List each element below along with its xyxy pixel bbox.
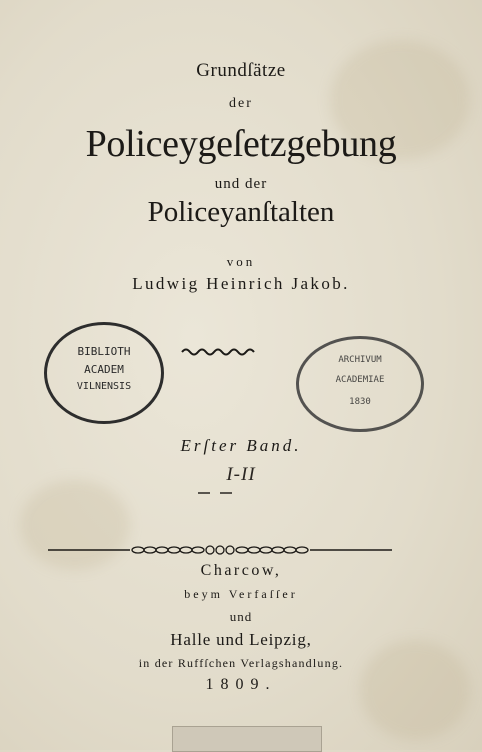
title-line-der: der bbox=[229, 96, 253, 111]
title-subtitle: Policeyanſtalten bbox=[147, 196, 335, 228]
volume-label: Erſter Band. bbox=[180, 436, 302, 455]
handwritten-volume-note: I-II bbox=[226, 464, 256, 485]
stamp-left-line2: ACADEM bbox=[84, 363, 124, 376]
title-line-und-der: und der bbox=[214, 176, 268, 192]
paper-stain bbox=[20, 480, 130, 570]
title-main: Policeygeſetzgebung bbox=[85, 123, 397, 165]
imprint-publisher-house: in der Ruffſchen Verlagshandlung. bbox=[138, 656, 344, 670]
imprint-publisher-author: beym Verfaſſer bbox=[184, 587, 298, 601]
imprint-year: 1809. bbox=[205, 676, 277, 693]
ornamental-rule bbox=[48, 544, 392, 556]
stamp-right-line1: ARCHIVUM bbox=[338, 355, 382, 365]
imprint-and: und bbox=[229, 609, 253, 624]
library-stamp-right bbox=[296, 336, 424, 432]
imprint-place-halle-leipzig: Halle und Leipzig, bbox=[170, 630, 312, 649]
title-line-grundsaetze: Grundſätze bbox=[196, 60, 286, 81]
stamp-left-line1: BIBLIOTH bbox=[77, 345, 131, 358]
stamp-right-line2: ACADEMIAE bbox=[335, 375, 385, 385]
stamp-right-line3: 1830 bbox=[349, 397, 371, 407]
author-von: von bbox=[226, 254, 256, 269]
wavy-ornament bbox=[180, 346, 256, 358]
shelf-label-tab bbox=[172, 726, 322, 752]
library-stamp-left bbox=[44, 322, 164, 424]
handwritten-underline bbox=[196, 490, 236, 496]
stamp-left-line3: VILNENSIS bbox=[76, 381, 132, 392]
imprint-place-charcow: Charcow, bbox=[200, 562, 282, 579]
author-name: Ludwig Heinrich Jakob. bbox=[132, 274, 350, 293]
